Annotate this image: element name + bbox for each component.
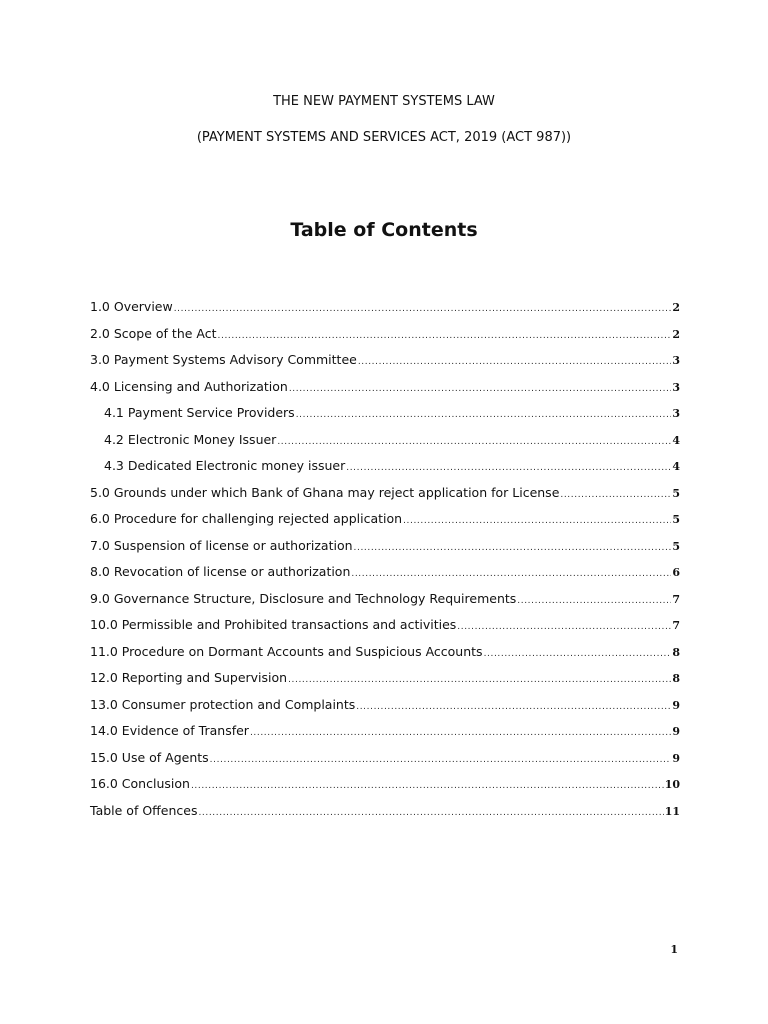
toc-entry-challenging-rejection[interactable] [90,511,680,538]
toc-dot-leader [198,808,663,818]
toc-entry-label: 15.0 Use of Agents [90,749,209,765]
toc-dot-leader [346,463,671,473]
toc-entry-label: 14.0 Evidence of Transfer [90,723,249,738]
toc-entry-licensing[interactable] [90,379,680,406]
toc-entry-page: 9 [672,698,680,712]
toc-entry-label: 4.0 Licensing and Authorization [90,378,288,394]
toc-entry-label: 7.0 Suspension of license or authorization [90,537,353,553]
toc-entry-label: 4.1 Payment Service Providers [104,405,295,420]
toc-entry-page: 6 [672,566,680,579]
page-number: 1 [670,943,678,956]
toc-entry-label: 2.0 Scope of the Act [90,325,217,341]
toc-entry-page: 3 [672,380,680,394]
toc-entry-page: 4 [672,433,680,447]
document-title: THE NEW PAYMENT SYSTEMS LAW [273,94,495,109]
toc-dot-leader [457,622,671,632]
toc-entry-payment-service-providers[interactable] [90,405,680,432]
toc-entry-page: 10 [664,778,680,791]
toc-entry-label: 12.0 Reporting and Supervision [90,670,288,685]
toc-entry-page: 9 [672,751,680,765]
toc-entry-evidence-transfer[interactable] [90,723,680,750]
toc-entry-conclusion[interactable] [90,776,680,803]
toc-entry-advisory-committee[interactable] [90,352,680,379]
toc-entry-label: 16.0 Conclusion [90,776,190,791]
toc-entry-scope[interactable] [90,326,680,353]
toc-dot-leader [560,490,671,500]
toc-entry-page: 5 [672,539,680,553]
toc-entry-page: 9 [672,725,680,738]
toc-entry-page: 4 [672,460,680,473]
toc-dot-leader [218,331,672,341]
toc-entry-suspension[interactable] [90,538,680,565]
toc-entry-permissible-transactions[interactable] [90,617,680,644]
toc-dot-leader [210,755,672,765]
toc-entry-page: 2 [672,301,680,314]
toc-dot-leader [289,384,672,394]
toc-entry-dedicated-emi[interactable] [90,458,680,485]
toc-entry-reporting[interactable] [90,670,680,697]
toc-dot-leader [403,516,671,526]
toc-entry-label: 8.0 Revocation of license or authorization [90,564,351,579]
toc-entry-page: 5 [672,513,680,526]
toc-entry-page: 3 [672,354,680,367]
toc-entry-label: Table of Offences [90,802,198,818]
toc-entry-label: 13.0 Consumer protection and Complaints [90,696,356,712]
toc-list [90,299,680,829]
document-subtitle: (PAYMENT SYSTEMS AND SERVICES ACT, 2019 (ACT 987)) [196,130,572,145]
toc-dot-leader [277,437,671,447]
toc-entry-label: 4.2 Electronic Money Issuer [104,431,277,447]
toc-entry-page: 11 [664,804,680,818]
toc-entry-page: 2 [672,327,680,341]
toc-entry-electronic-money-issuer[interactable] [90,432,680,459]
toc-heading: Table of Contents [290,219,478,241]
toc-entry-revocation[interactable] [90,564,680,591]
toc-dot-leader [296,410,672,420]
toc-dot-leader [351,569,671,579]
toc-entry-page: 7 [672,592,680,606]
toc-entry-table-of-offences[interactable] [90,803,680,830]
toc-entry-label: 4.3 Dedicated Electronic money issuer [104,458,346,473]
toc-entry-label: 1.0 Overview [90,299,173,314]
toc-entry-use-of-agents[interactable] [90,750,680,777]
toc-dot-leader [358,357,672,367]
toc-dot-leader [191,781,664,791]
toc-entry-grounds-rejection[interactable] [90,485,680,512]
toc-entry-page: 8 [672,645,680,659]
toc-entry-dormant-accounts[interactable] [90,644,680,671]
toc-entry-page: 8 [672,672,680,685]
toc-entry-label: 10.0 Permissible and Prohibited transactions and activities [90,617,457,632]
toc-entry-page: 3 [672,407,680,420]
toc-entry-overview[interactable] [90,299,680,326]
toc-entry-consumer-protection[interactable] [90,697,680,724]
toc-dot-leader [484,649,672,659]
toc-dot-leader [356,702,671,712]
toc-entry-label: 9.0 Governance Structure, Disclosure and Technology Requirements [90,590,517,606]
toc-entry-page: 5 [672,486,680,500]
toc-entry-page: 7 [672,619,680,632]
toc-entry-governance[interactable] [90,591,680,618]
toc-dot-leader [354,543,672,553]
toc-entry-label: 3.0 Payment Systems Advisory Committee [90,352,357,367]
toc-dot-leader [517,596,671,606]
toc-entry-label: 11.0 Procedure on Dormant Accounts and Suspicious Accounts [90,643,483,659]
toc-dot-leader [288,675,671,685]
toc-dot-leader [174,304,672,314]
toc-entry-label: 5.0 Grounds under which Bank of Ghana may reject application for License [90,484,560,500]
toc-dot-leader [250,728,671,738]
toc-entry-label: 6.0 Procedure for challenging rejected application [90,511,403,526]
